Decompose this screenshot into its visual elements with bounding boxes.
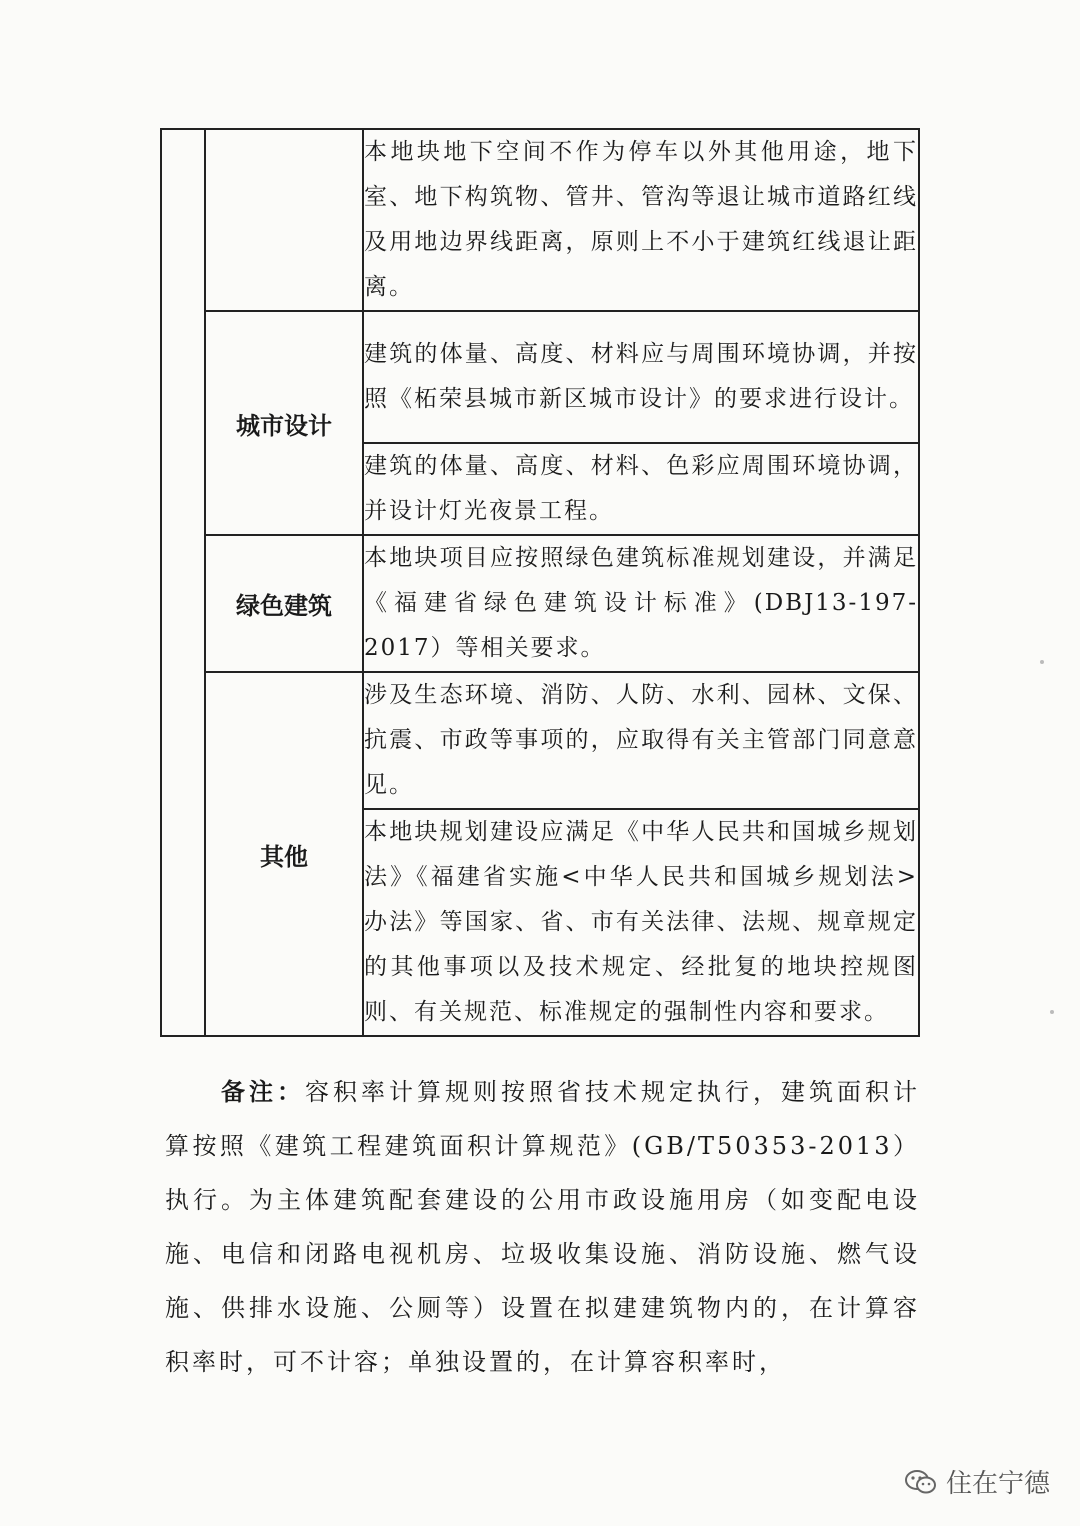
remarks-text: 容积率计算规则按照省技术规定执行，建筑面积计算按照《建筑工程建筑面积计算规范》(GB/T50353-2013）执行。为主体建筑配套建设的公用市政设施用房（如变配电设施、电信和闭路电视机房、垃圾收集设施、消防设施、燃气设施、供排水设施、公厕等）设置在拟建建筑物内的，在计算容积率时，可不计容；单独设置的，在计算容积率时，: [165, 1078, 920, 1376]
wechat-icon: [904, 1468, 938, 1496]
row-label-urban-design: 城市设计: [205, 311, 363, 535]
row-label-underground: [205, 129, 363, 311]
cell-urban-design-2: 建筑的体量、高度、材料、色彩应周围环境协调，并设计灯光夜景工程。: [363, 443, 919, 535]
remarks-paragraph: [165, 1065, 920, 1389]
row-label-other: 其他: [205, 672, 363, 1036]
cell-urban-design-1: 建筑的体量、高度、材料应与周围环境协调，并按照《柘荣县城市新区城市设计》的要求进行设计。: [363, 311, 919, 443]
row-label-green-building: 绿色建筑: [205, 535, 363, 672]
cell-other-2: 本地块规划建设应满足《中华人民共和国城乡规划法》《福建省实施<中华人民共和国城乡规划法>办法》等国家、省、市有关法律、法规、规章规定的其他事项以及技术规定、经批复的地块控规图则、有关规范、标准规定的强制性内容和要求。: [363, 809, 919, 1036]
cell-other-1: 涉及生态环境、消防、人防、水利、园林、文保、抗震、市政等事项的，应取得有关主管部门同意意见。: [363, 672, 919, 809]
watermark-text: 住在宁德: [945, 1469, 1050, 1499]
account-watermark: [904, 1463, 1050, 1500]
cell-green-building: 本地块项目应按照绿色建筑标准规划建设，并满足《福建省绿色建筑设计标准》(DBJ13-197-2017）等相关要求。: [363, 535, 919, 672]
scan-speck: [1040, 660, 1044, 664]
planning-conditions-table: [160, 128, 920, 1037]
remarks-label: 备注：: [221, 1078, 305, 1106]
cell-underground-space: 本地块地下空间不作为停车以外其他用途，地下室、地下构筑物、管井、管沟等退让城市道路红线及用地边界线距离，原则上不小于建筑红线退让距离。: [363, 129, 919, 311]
scan-speck: [1050, 1010, 1054, 1014]
table-left-margin-cell: [161, 129, 205, 1036]
